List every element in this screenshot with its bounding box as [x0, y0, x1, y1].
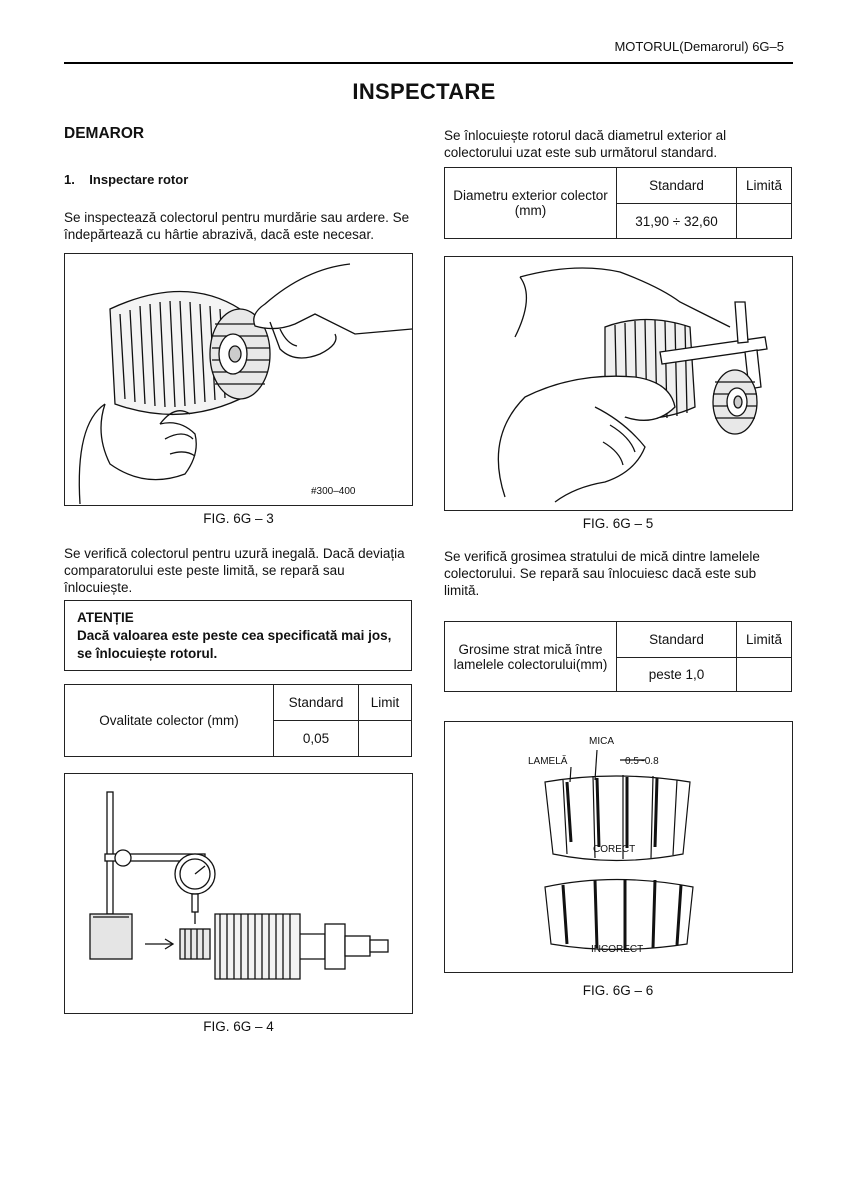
diameter-standard-header: Standard	[617, 168, 737, 204]
diameter-limit-header: Limită	[737, 168, 792, 204]
mica-limit-header: Limită	[737, 622, 792, 658]
runout-limit-header: Limit	[359, 685, 412, 721]
label-lamela: LAMELĂ	[528, 756, 568, 767]
running-header: MOTORUL(Demarorul) 6G–5	[614, 39, 784, 54]
runout-label: Ovalitate colector (mm)	[65, 685, 274, 757]
armature-sanding-illustration	[65, 254, 412, 505]
paragraph-check-mica: Se verifică grosimea stratului de mică dintre lamelele colectorului. Se repară sau înlocuiesc dacă este sub limită.	[444, 549, 760, 598]
warning-title: ATENȚIE	[77, 610, 134, 625]
figure-6g-3	[64, 253, 413, 506]
caption-fig4: FIG. 6G – 4	[203, 1019, 274, 1034]
warning-box	[64, 600, 412, 671]
runout-limit-value	[359, 721, 412, 757]
diameter-standard-value: 31,90 ÷ 32,60	[617, 204, 737, 239]
runout-standard-value: 0,05	[274, 721, 359, 757]
figure-code: #300–400	[311, 486, 356, 497]
diameter-limit-value	[737, 204, 792, 239]
figure-6g-4	[64, 773, 413, 1014]
mica-label: Grosime strat mică între lamelele colectorului(mm)	[445, 622, 617, 692]
header-rule	[64, 62, 793, 64]
caliper-measurement-illustration	[445, 257, 792, 510]
label-incorrect: INCORECT	[591, 944, 644, 955]
figure-6g-6	[444, 721, 793, 973]
subheading: 1. Inspectare rotor	[64, 172, 189, 187]
dial-gauge-illustration	[65, 774, 412, 1013]
warning-text: Dacă valoarea este peste cea specificată mai jos, se înlocuiește rotorul.	[77, 628, 392, 661]
runout-standard-header: Standard	[274, 685, 359, 721]
caption-fig5: FIG. 6G – 5	[582, 516, 654, 531]
mica-depth-illustration	[445, 722, 792, 972]
diameter-label: Diametru exterior colector (mm)	[445, 168, 617, 239]
label-mica: MICA	[589, 736, 614, 747]
mica-standard-value: peste 1,0	[617, 658, 737, 692]
caption-fig6: FIG. 6G – 6	[582, 983, 654, 998]
paragraph-inspect: Se inspectează colectorul pentru murdărie sau ardere. Se îndepărtează cu hârtie abrazivă, dacă este necesar.	[64, 210, 410, 242]
mica-limit-value	[737, 658, 792, 692]
figure-6g-5	[444, 256, 793, 511]
caption-fig3: FIG. 6G – 3	[203, 511, 274, 526]
paragraph-replace-rotor: Se înlocuiește rotorul dacă diametrul exterior al colectorului uzat este sub următorul standard.	[444, 128, 727, 160]
section-title: DEMAROR	[64, 125, 145, 142]
paragraph-check-wear: Se verifică colectorul pentru uzură inegală. Dacă deviația comparatorului este peste limită, se repară sau înlocuiește.	[64, 546, 405, 595]
label-correct: CORECT	[593, 844, 636, 855]
label-dimension: 0.5~0.8	[625, 756, 659, 767]
table-runout	[64, 684, 412, 757]
page-title: INSPECTARE	[352, 79, 496, 104]
table-mica	[444, 621, 792, 692]
table-diameter	[444, 167, 792, 239]
mica-standard-header: Standard	[617, 622, 737, 658]
